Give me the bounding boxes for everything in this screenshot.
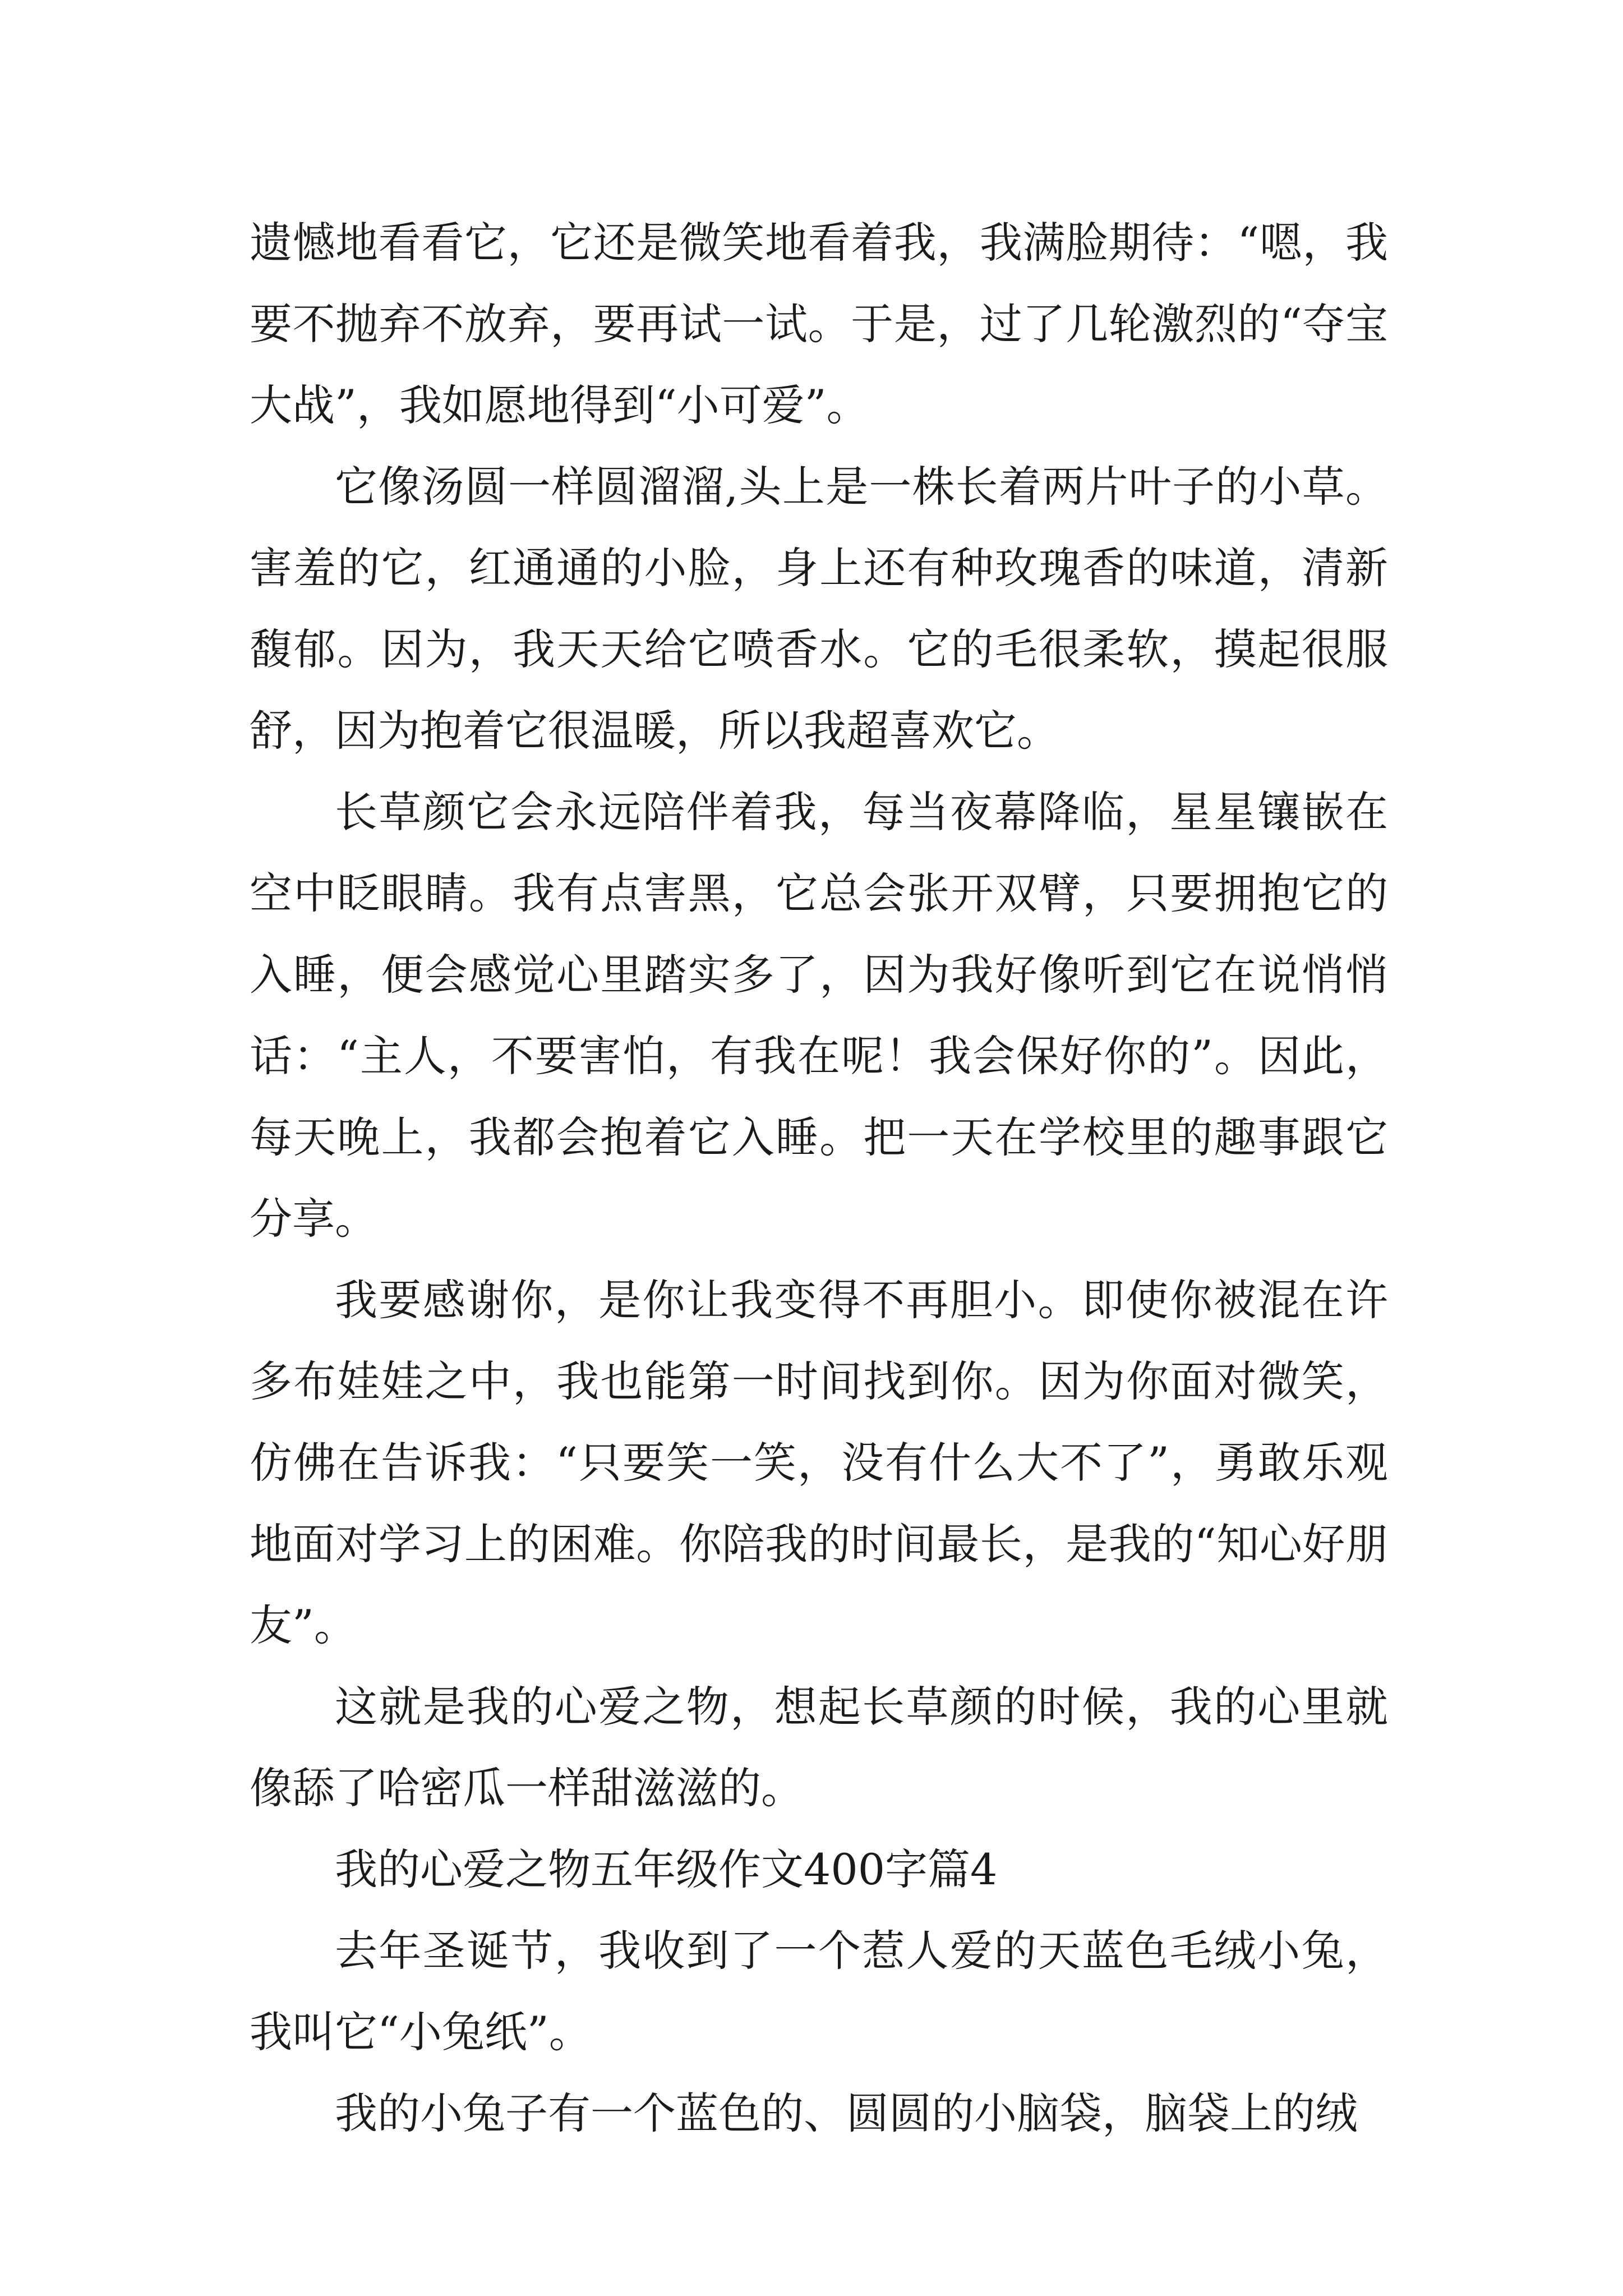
paragraph-conclusion: 这就是我的心爱之物，想起长草颜的时候，我的心里就像舔了哈密瓜一样甜滋滋的。 bbox=[250, 1682, 1388, 1813]
essay-heading: 我的心爱之物五年级作文400字篇4 bbox=[335, 1844, 998, 1894]
paragraph-appearance: 它像汤圆一样圆溜溜,头上是一株长着两片叶子的小草。害羞的它，红通通的小脸，身上还有种玫瑰香的味道，清新馥郁。因为，我天天给它喷香水。它的毛很柔软，摸起很服舒，因为抱着它很温暖，所以我超喜欢它。 bbox=[250, 462, 1388, 756]
paragraph-gratitude: 我要感谢你，是你让我变得不再胆小。即使你被混在许多布娃娃之中，我也能第一时间找到你。因为你面对微笑，仿佛在告诉我：“只要笑一笑，没有什么大不了”，勇敢乐观地面对学习上的困难。你陪我的时间最长，是我的“知心好朋友”。 bbox=[250, 1275, 1388, 1650]
paragraph-companion: 长草颜它会永远陪伴着我，每当夜幕降临，星星镶嵌在空中眨眼睛。我有点害黑，它总会张开双臂，只要拥抱它的入睡，便会感觉心里踏实多了，因为我好像听到它在说悄悄话：“主人，不要害怕，有我在呢！我会保好你的”。因此，每天晚上，我都会抱着它入睡。把一天在学校里的趣事跟它分享。 bbox=[250, 787, 1388, 1244]
document-body bbox=[250, 202, 1388, 2154]
paragraph-intro: 去年圣诞节，我收到了一个惹人爱的天蓝色毛绒小兔，我叫它“小兔纸”。 bbox=[250, 1926, 1388, 2057]
paragraph-continuation: 遗憾地看看它，它还是微笑地看着我，我满脸期待：“嗯，我要不抛弃不放弃，要再试一试。于是，过了几轮激烈的“夺宝大战”，我如愿地得到“小可爱”。 bbox=[250, 218, 1388, 430]
paragraph-description: 我的小兔子有一个蓝色的、圆圆的小脑袋，脑袋上的绒 bbox=[335, 2088, 1358, 2138]
